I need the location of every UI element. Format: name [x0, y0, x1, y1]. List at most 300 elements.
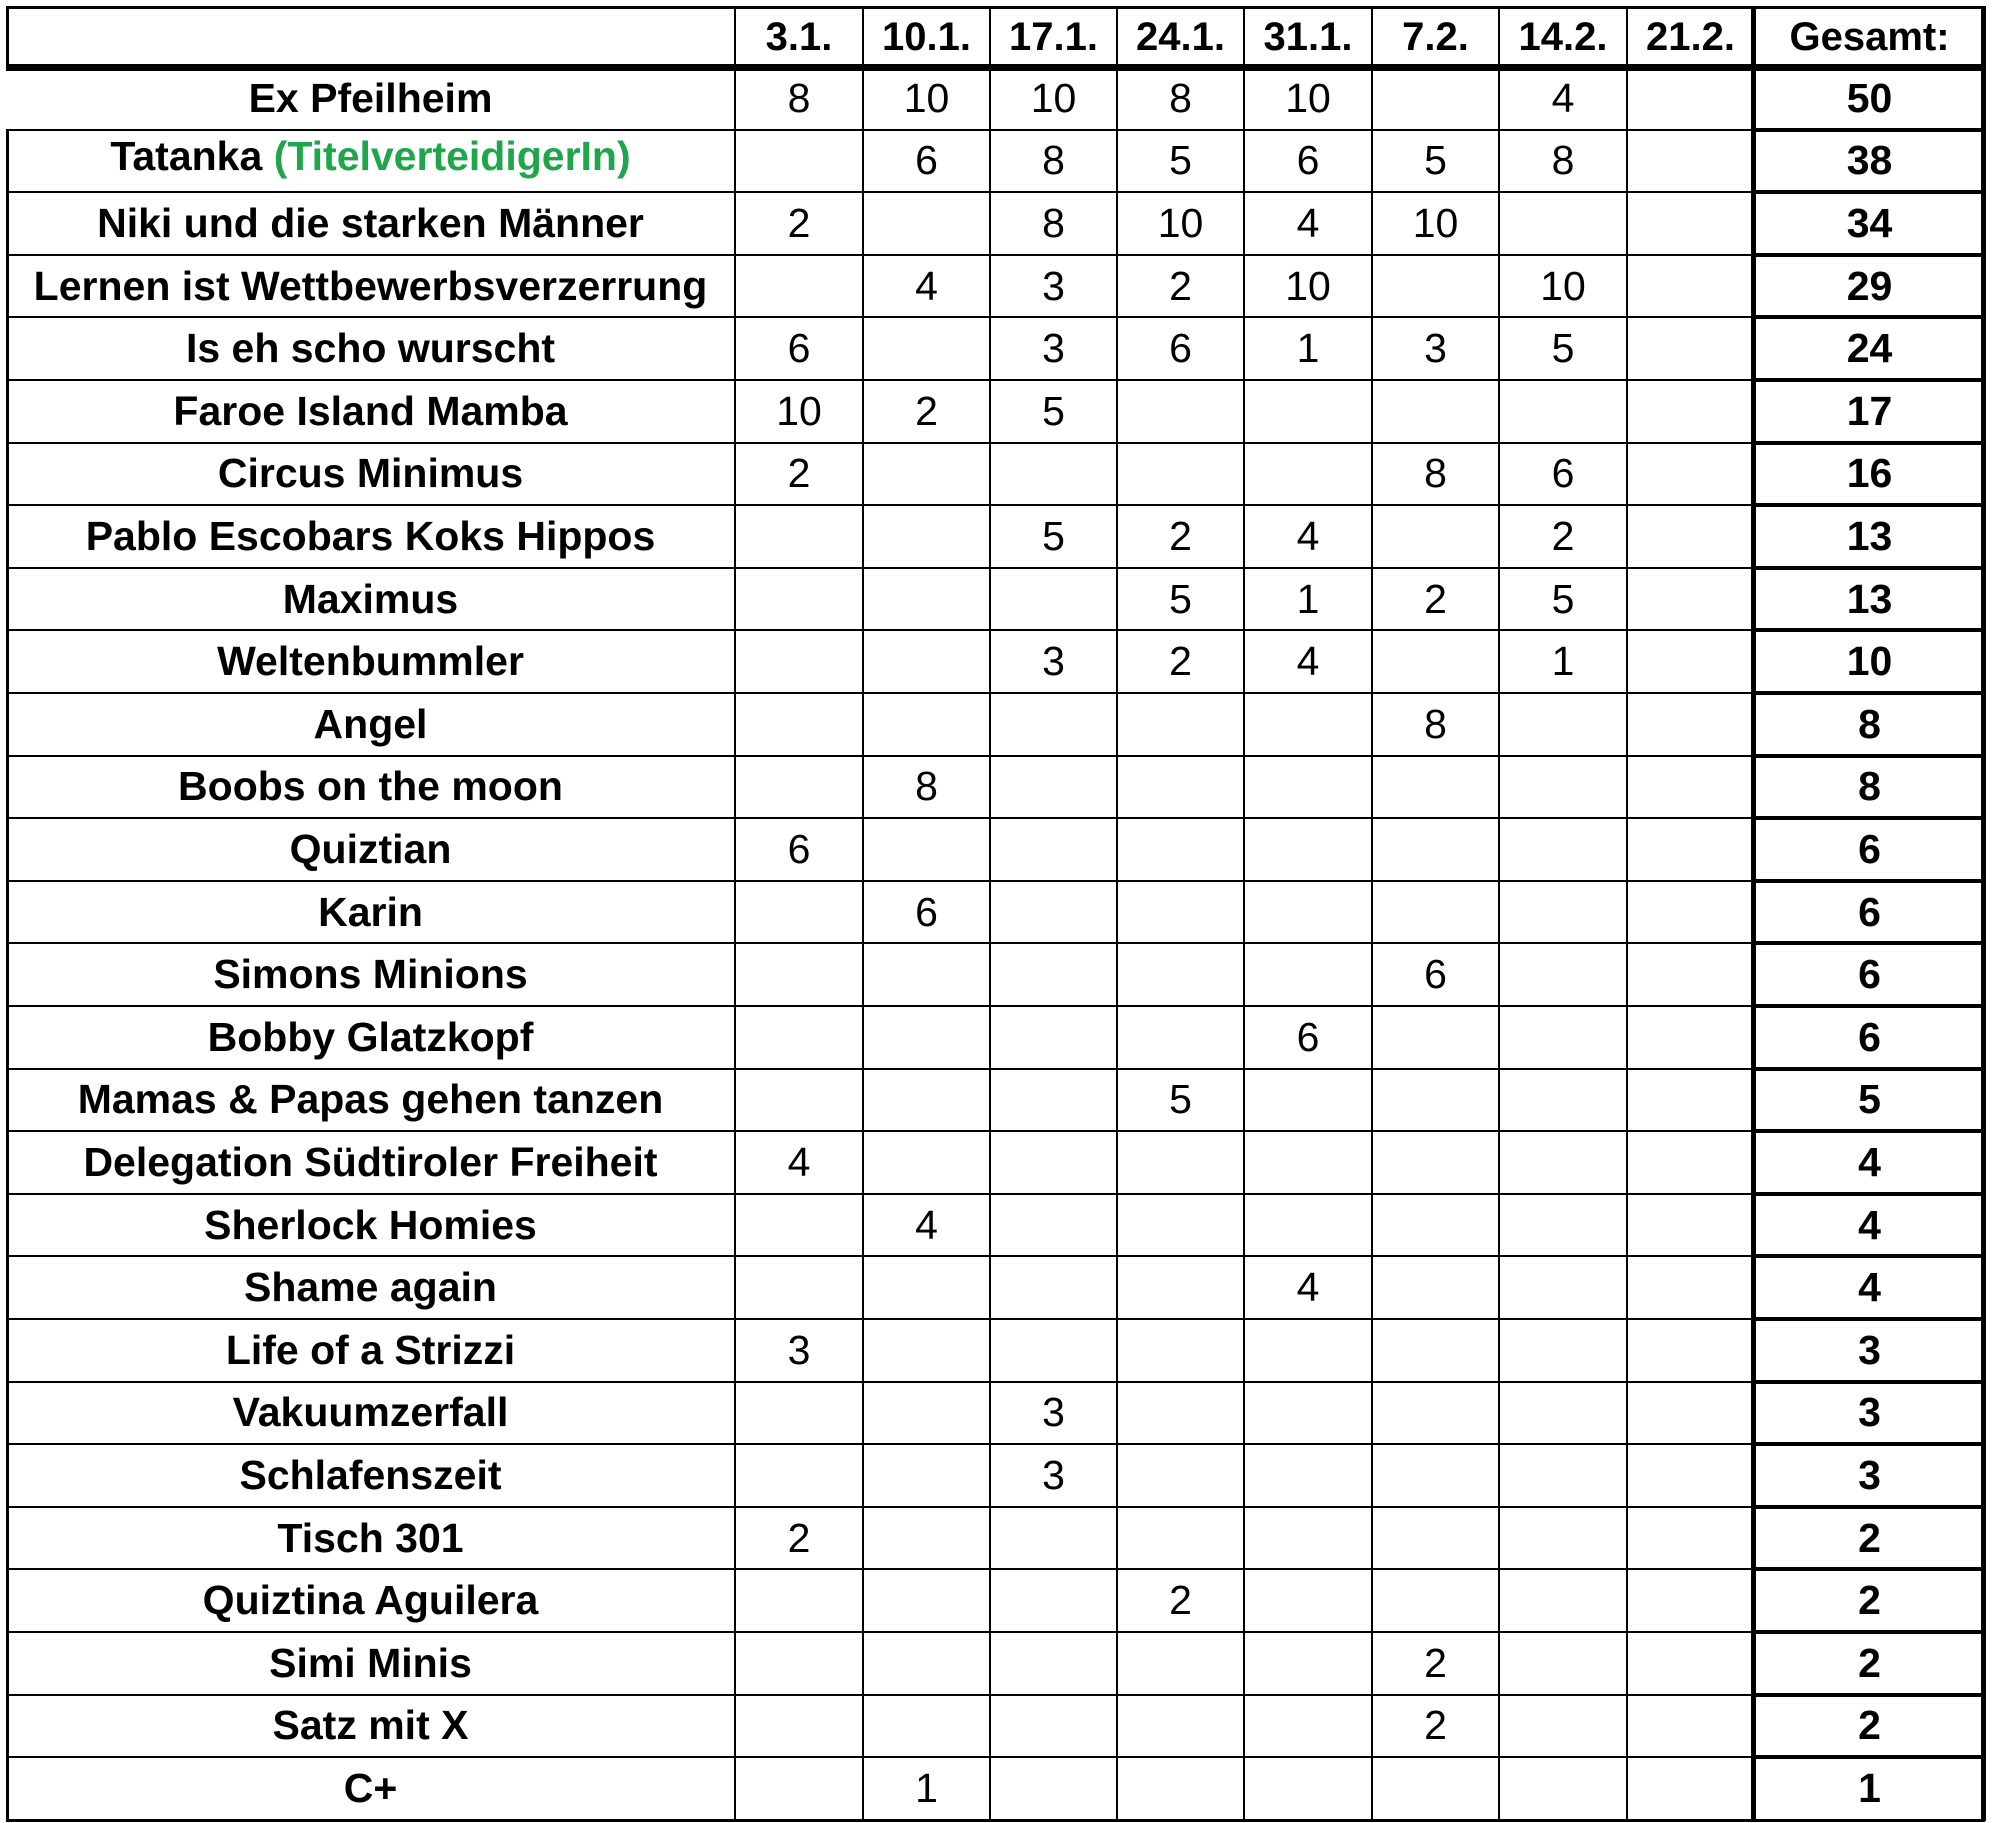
score-cell [1499, 943, 1627, 1006]
score-cell [1499, 1632, 1627, 1695]
grid-line [6, 1819, 1985, 1822]
grid-line [734, 6, 736, 1821]
score-cell [1499, 1695, 1627, 1758]
grid-line [6, 817, 1754, 819]
grid-line [6, 1756, 1754, 1758]
score-cell [1499, 1757, 1627, 1820]
score-cell [1117, 1444, 1244, 1507]
score-cell: 8 [787, 74, 811, 121]
team-name-label: Maximus [282, 575, 459, 622]
grid-line [6, 442, 1754, 444]
score-cell: 3 [1042, 325, 1065, 372]
grid-line [1981, 6, 1986, 1821]
total-cell: 8 [1858, 763, 1881, 810]
team-name [6, 1757, 735, 1820]
score-cell [1627, 630, 1754, 693]
score-cell: 1 [1551, 638, 1575, 685]
score-cell: 6 [1169, 325, 1192, 372]
score-cell [1117, 1507, 1244, 1570]
score-cell [1117, 380, 1244, 443]
score-cell [1372, 1444, 1499, 1507]
team-name [6, 1006, 735, 1069]
score-cell [863, 693, 990, 756]
score-cell: 2 [1169, 512, 1192, 559]
total-cell: 4 [1858, 1201, 1881, 1248]
score-cell: 8 [1424, 700, 1447, 747]
score-cell [735, 505, 863, 568]
team-name-label: Tisch 301 [277, 1514, 464, 1561]
total-cell: 6 [1858, 951, 1881, 998]
grid-line [1754, 503, 1985, 507]
score-cell [1372, 505, 1499, 568]
score-cell [990, 568, 1117, 631]
team-name [6, 1069, 735, 1132]
score-cell: 5 [1551, 325, 1575, 372]
score-cell [990, 1006, 1117, 1069]
score-cell: 6 [915, 888, 938, 935]
score-cell [1627, 192, 1754, 255]
team-name-label: Life of a Strizzi [225, 1326, 516, 1373]
grid-line [6, 191, 1754, 193]
score-cell [1117, 881, 1244, 944]
total-cell: 8 [1858, 700, 1881, 747]
score-cell [990, 1569, 1117, 1632]
score-cell [990, 756, 1117, 819]
team-name [6, 881, 735, 944]
score-cell [1117, 1006, 1244, 1069]
score-cell [1499, 1319, 1627, 1382]
grid-line [1754, 378, 1985, 382]
score-cell [1627, 380, 1754, 443]
score-cell: 2 [1424, 575, 1447, 622]
score-cell [1117, 818, 1244, 881]
score-cell [863, 443, 990, 506]
score-cell [863, 505, 990, 568]
total-cell: 4 [1858, 1264, 1881, 1311]
score-cell: 8 [915, 763, 938, 810]
score-cell [1499, 881, 1627, 944]
score-cell [1372, 1507, 1499, 1570]
score-cell: 5 [1551, 575, 1575, 622]
team-name-label: Schlafenszeit [239, 1451, 502, 1498]
grid-line [1754, 128, 1985, 132]
grid-line [6, 6, 9, 67]
score-cell: 6 [915, 137, 938, 184]
score-cell [1244, 1382, 1372, 1445]
score-cell [1244, 1632, 1372, 1695]
score-cell [735, 1444, 863, 1507]
score-cell: 10 [776, 387, 822, 434]
total-cell: 1 [1858, 1764, 1881, 1811]
total-cell: 29 [1846, 262, 1893, 309]
total-cell: 24 [1846, 325, 1893, 372]
grid-line [1626, 6, 1628, 1821]
score-cell [863, 1382, 990, 1445]
score-cell [1244, 1319, 1372, 1382]
score-cell [1627, 317, 1754, 380]
score-cell [1627, 1382, 1754, 1445]
header-rule [6, 64, 1985, 71]
team-name-label: Simons Minions [213, 951, 528, 998]
team-name [6, 1695, 735, 1758]
team-name [6, 192, 735, 255]
grid-line [1754, 879, 1985, 883]
grid-line [1243, 6, 1245, 1821]
score-cell: 8 [1424, 450, 1447, 497]
total-cell: 34 [1846, 199, 1893, 246]
total-cell: 2 [1858, 1639, 1881, 1686]
grid-line [1498, 6, 1500, 1821]
grid-line [1751, 6, 1756, 1821]
score-cell: 3 [1424, 325, 1447, 372]
team-name-label: Quiztian [289, 825, 452, 872]
score-cell: 4 [915, 262, 938, 309]
grid-line [1754, 253, 1985, 257]
score-cell [735, 568, 863, 631]
column-header-3-1: 3.1. [765, 14, 833, 59]
score-cell [1117, 693, 1244, 756]
score-cell: 5 [1424, 137, 1447, 184]
score-cell [1244, 818, 1372, 881]
score-cell [1117, 1131, 1244, 1194]
grid-line [6, 880, 1754, 882]
grid-line [1754, 1755, 1985, 1759]
score-cell [863, 1632, 990, 1695]
score-cell [1244, 1507, 1372, 1570]
score-cell: 1 [1296, 575, 1320, 622]
team-name [6, 1444, 735, 1507]
score-cell [863, 192, 990, 255]
grid-line [1754, 315, 1985, 319]
grid-line [6, 316, 1754, 318]
team-name [6, 1507, 735, 1570]
score-cell: 6 [1296, 1013, 1320, 1060]
score-cell [735, 881, 863, 944]
grid-line [1754, 1067, 1985, 1071]
score-cell: 10 [1285, 74, 1331, 121]
column-header-21-2: 21.2. [1646, 14, 1735, 59]
score-cell [1627, 1507, 1754, 1570]
team-name [6, 1569, 735, 1632]
score-cell: 4 [915, 1201, 938, 1248]
total-cell: 13 [1846, 575, 1893, 622]
score-cell [1627, 568, 1754, 631]
score-cell: 8 [1042, 137, 1065, 184]
score-cell [1627, 1569, 1754, 1632]
score-cell [1499, 756, 1627, 819]
team-name [6, 1131, 735, 1194]
grid-line [6, 942, 1754, 944]
score-cell [1372, 1194, 1499, 1257]
score-cell [735, 1695, 863, 1758]
score-cell [1244, 443, 1372, 506]
team-name-label: Sherlock Homies [204, 1201, 537, 1248]
grid-line [1754, 816, 1985, 820]
score-cell [990, 693, 1117, 756]
score-cell [1499, 693, 1627, 756]
grid-line [1754, 1254, 1985, 1258]
grid-line [1754, 190, 1985, 194]
score-cell: 3 [1042, 638, 1065, 685]
total-cell: 3 [1858, 1389, 1881, 1436]
score-cell [1372, 881, 1499, 944]
score-cell [735, 255, 863, 318]
grid-line [1754, 1442, 1985, 1446]
team-name-label: C+ [343, 1764, 398, 1811]
grid-line [1754, 1567, 1985, 1571]
score-cell [1244, 1757, 1372, 1820]
score-cell [1372, 1757, 1499, 1820]
score-cell: 2 [1169, 638, 1192, 685]
score-cell: 4 [1296, 512, 1320, 559]
score-cell [1372, 756, 1499, 819]
total-cell: 17 [1846, 387, 1893, 434]
score-cell [1627, 505, 1754, 568]
score-cell [990, 1069, 1117, 1132]
score-cell: 1 [1296, 325, 1320, 372]
score-cell [1244, 943, 1372, 1006]
title-defender-note: (TitelverteidigerIn) [273, 133, 631, 180]
score-cell: 2 [1424, 1702, 1447, 1749]
score-cell [990, 943, 1117, 1006]
score-cell [863, 1507, 990, 1570]
total-cell: 10 [1846, 638, 1893, 685]
grid-line [1754, 941, 1985, 945]
score-cell [1627, 67, 1754, 130]
grid-line [6, 1694, 1754, 1696]
column-header-17-1: 17.1. [1009, 14, 1098, 59]
total-cell: 3 [1858, 1326, 1881, 1373]
column-header-10-1: 10.1. [882, 14, 971, 59]
score-cell [863, 1319, 990, 1382]
score-cell: 10 [1030, 74, 1077, 121]
score-cell [1244, 1194, 1372, 1257]
total-cell: 16 [1846, 450, 1893, 497]
team-name-label: Karin [318, 888, 423, 935]
score-cell [1372, 1069, 1499, 1132]
team-name [6, 317, 735, 380]
score-cell [1627, 130, 1754, 193]
score-cell [1499, 1194, 1627, 1257]
score-cell [1627, 1757, 1754, 1820]
grid-line [1754, 691, 1985, 695]
score-cell [990, 1194, 1117, 1257]
team-name [6, 818, 735, 881]
score-cell [990, 443, 1117, 506]
score-cell [1372, 255, 1499, 318]
team-name-label: Angel [313, 700, 428, 747]
score-cell: 2 [915, 387, 938, 434]
score-cell: 3 [1042, 1389, 1065, 1436]
score-cell [1627, 693, 1754, 756]
grid-line [1754, 1129, 1985, 1133]
grid-line [1754, 1630, 1985, 1634]
score-cell [1499, 1131, 1627, 1194]
score-cell: 4 [787, 1138, 811, 1185]
grid-line [6, 129, 1754, 131]
team-name [6, 756, 735, 819]
grid-line [6, 1193, 1754, 1195]
total-cell: 6 [1858, 1013, 1881, 1060]
score-cell [1244, 756, 1372, 819]
score-cell [1372, 1319, 1499, 1382]
score-cell [1499, 1507, 1627, 1570]
score-cell: 6 [1424, 951, 1447, 998]
total-cell: 6 [1858, 825, 1881, 872]
score-cell [863, 1695, 990, 1758]
team-name [6, 1194, 735, 1257]
score-cell [990, 1757, 1117, 1820]
score-cell: 5 [1169, 137, 1192, 184]
grid-line [1754, 1505, 1985, 1509]
score-cell: 1 [915, 1764, 938, 1811]
score-cell [990, 1319, 1117, 1382]
score-cell: 10 [903, 74, 950, 121]
grid-line [6, 1631, 1754, 1633]
score-cell [735, 1256, 863, 1319]
score-cell: 5 [1169, 1076, 1192, 1123]
score-cell [863, 818, 990, 881]
score-cell [863, 568, 990, 631]
total-cell: 3 [1858, 1451, 1881, 1498]
score-cell [1117, 1256, 1244, 1319]
grid-line [6, 1068, 1754, 1070]
score-cell [1372, 630, 1499, 693]
score-cell [990, 1507, 1117, 1570]
score-cell [1244, 1569, 1372, 1632]
team-name-label: Mamas & Papas gehen tanzen [77, 1076, 664, 1123]
score-cell: 5 [1042, 512, 1065, 559]
team-name [6, 1319, 735, 1382]
total-cell: 13 [1846, 512, 1893, 559]
score-cell [1117, 1194, 1244, 1257]
grid-line [6, 130, 9, 1822]
grid-line [6, 567, 1754, 569]
score-cell: 2 [1551, 512, 1575, 559]
score-cell [1244, 693, 1372, 756]
team-name-label: Niki und die starken Männer [97, 199, 644, 246]
score-cell [1372, 1382, 1499, 1445]
score-cell [1372, 1131, 1499, 1194]
total-cell: 38 [1846, 137, 1893, 184]
score-cell [863, 1131, 990, 1194]
score-cell [1117, 943, 1244, 1006]
score-cell [863, 1256, 990, 1319]
team-name [6, 255, 735, 318]
score-cell: 4 [1296, 199, 1320, 246]
score-cell [1372, 380, 1499, 443]
score-cell [1117, 756, 1244, 819]
score-cell [1499, 1069, 1627, 1132]
grid-line [6, 1255, 1754, 1257]
team-name [6, 943, 735, 1006]
team-name-label: Satz mit X [272, 1702, 469, 1749]
score-cell [735, 1632, 863, 1695]
score-cell [990, 1131, 1117, 1194]
team-name-label: Delegation Südtiroler Freiheit [83, 1138, 658, 1185]
grid-line [1754, 1317, 1985, 1321]
score-cell [1627, 818, 1754, 881]
team-name-label: Shame again [244, 1264, 497, 1311]
grid-line [989, 6, 991, 1821]
team-name-label: Weltenbummler [217, 638, 524, 685]
team-name-label: Simi Minis [269, 1639, 472, 1686]
team-name-label: Vakuumzerfall [232, 1389, 509, 1436]
team-name [6, 505, 735, 568]
grid-line [6, 1506, 1754, 1508]
score-cell: 6 [787, 825, 811, 872]
grid-line [6, 755, 1754, 757]
score-cell [1627, 1194, 1754, 1257]
grid-line [6, 1005, 1754, 1007]
score-cell [863, 1069, 990, 1132]
score-cell [1372, 1256, 1499, 1319]
grid-line [6, 254, 1754, 256]
grid-line [1754, 754, 1985, 758]
score-cell: 5 [1169, 575, 1192, 622]
score-cell [735, 1194, 863, 1257]
score-cell: 2 [787, 199, 811, 246]
column-header-31-1: 31.1. [1263, 14, 1353, 59]
team-name-label: Quiztina Aguilera [202, 1577, 539, 1624]
score-cell: 6 [787, 325, 811, 372]
score-cell [1627, 1256, 1754, 1319]
team-name-label: Boobs on the moon [178, 763, 563, 810]
score-cell [990, 1695, 1117, 1758]
score-cell: 3 [1042, 262, 1065, 309]
score-cell [863, 317, 990, 380]
score-cell [1499, 380, 1627, 443]
total-cell: 4 [1858, 1138, 1881, 1185]
score-cell: 10 [1285, 262, 1331, 309]
team-name [6, 1256, 735, 1319]
score-cell [863, 1569, 990, 1632]
grid-line [6, 6, 1985, 9]
team-name-label: Bobby Glatzkopf [207, 1013, 534, 1060]
team-name-label: Faroe Island Mamba [173, 387, 568, 434]
score-cell [1627, 1069, 1754, 1132]
grid-line [6, 1443, 1754, 1445]
grid-line [6, 1318, 1754, 1320]
total-cell: 2 [1858, 1514, 1881, 1561]
score-cell [863, 943, 990, 1006]
team-name [6, 693, 735, 756]
score-cell [863, 630, 990, 693]
score-cell: 4 [1551, 74, 1575, 121]
score-cell: 2 [1169, 1577, 1192, 1624]
score-cell [1499, 1256, 1627, 1319]
score-cell [863, 1006, 990, 1069]
score-cell [863, 1444, 990, 1507]
total-cell: 2 [1858, 1577, 1881, 1624]
score-cell: 6 [1551, 450, 1575, 497]
score-cell [1117, 443, 1244, 506]
grid-line [6, 1568, 1754, 1570]
score-cell [1117, 1632, 1244, 1695]
score-cell: 8 [1042, 199, 1065, 246]
grid-line [6, 504, 1754, 506]
team-name-label: Is eh scho wurscht [185, 325, 556, 372]
score-cell [990, 1256, 1117, 1319]
score-cell [1627, 1319, 1754, 1382]
score-cell [1499, 1382, 1627, 1445]
team-name [6, 568, 735, 631]
score-cell: 3 [1042, 1451, 1065, 1498]
score-cell [735, 1069, 863, 1132]
grid-line [1754, 1380, 1985, 1384]
team-name-label: Circus Minimus [217, 450, 524, 497]
score-cell [735, 630, 863, 693]
